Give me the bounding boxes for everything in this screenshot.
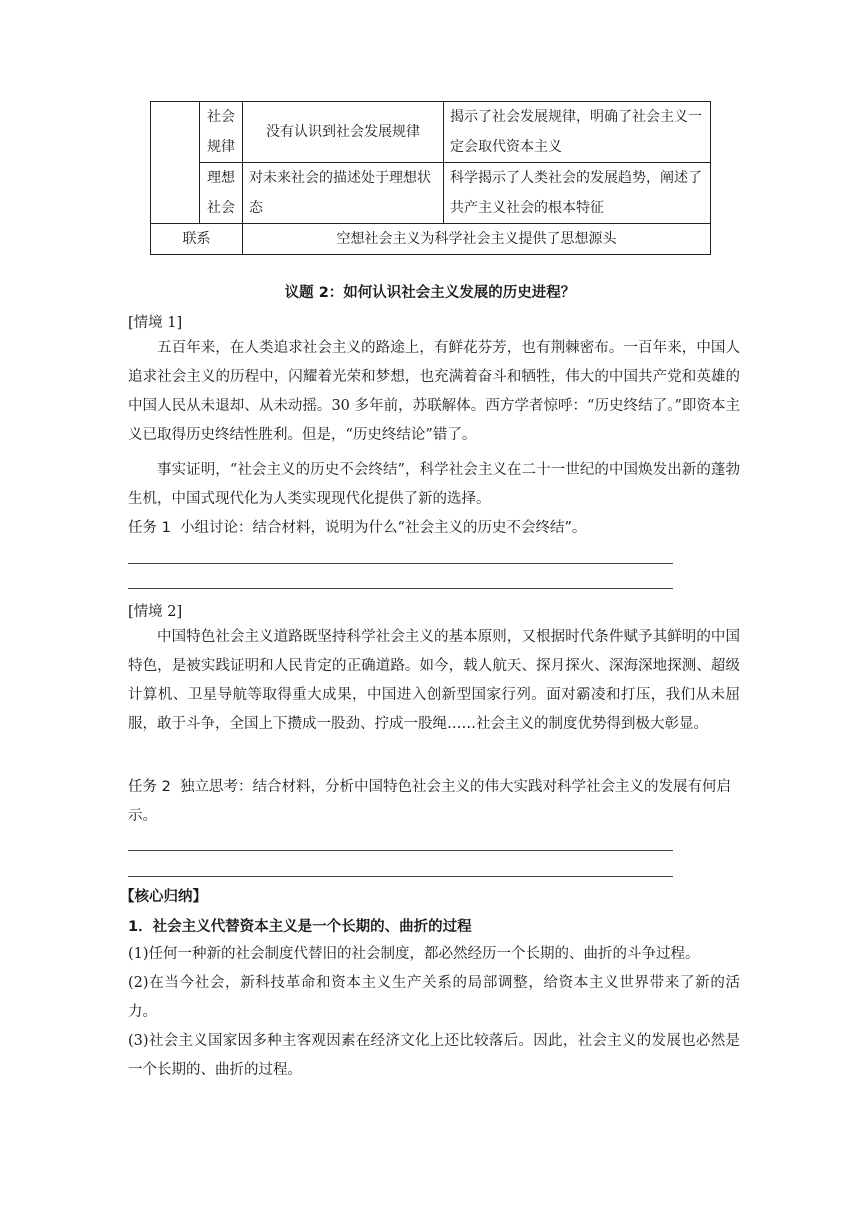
task-text: 小组讨论：结合材料，说明为什么“社会主义的历史不会终结”。: [180, 520, 587, 536]
comparison-table: [150, 101, 711, 255]
table-category-cell: [151, 102, 200, 224]
topic-heading: 议题 2：如何认识社会主义发展的历史进程？: [284, 285, 576, 301]
aspect-cell: [200, 102, 243, 163]
aspect-label-line: 规律: [207, 139, 235, 155]
aspect-label-line: 社会: [207, 109, 235, 125]
task-2: [128, 773, 740, 831]
scientific-cell: 科学揭示了人类社会的发展趋势，阐述了共产主义社会的根本特征: [444, 163, 711, 224]
scenario-2-label: [情境 2]: [128, 604, 183, 620]
task-text: 独立思考：结合材料，分析中国特色社会主义的伟大实践对科学社会主义的发展有何启示。: [128, 779, 732, 824]
utopian-cell: 对未来社会的描述处于理想状态: [243, 163, 444, 224]
answer-line[interactable]: [128, 563, 673, 564]
summary-point: (3)社会主义国家因多种主客观因素在经济文化上还比较落后。因此，社会主义的发展也必然是一个长期的、曲折的过程。: [128, 1033, 740, 1078]
core-summary-title: 【核心归纳】: [120, 889, 207, 905]
summary-point: (1)任何一种新的社会制度代替旧的社会制度，都必然经历一个长期的、曲折的斗争过程。: [128, 946, 700, 962]
aspect-label-line: 社会: [207, 200, 235, 216]
relation-text: 空想社会主义为科学社会主义提供了思想源头: [243, 224, 711, 255]
task-number: 任务 2: [128, 779, 171, 795]
table-row: [151, 102, 711, 163]
answer-line[interactable]: [128, 850, 673, 851]
task-number: 任务 1: [128, 520, 171, 536]
utopian-cell: 没有认识到社会发展规律: [243, 102, 444, 163]
table-row: [151, 224, 711, 255]
scenario-1-label: [情境 1]: [128, 315, 183, 331]
scenario-1-paragraph-2: 事实证明，“社会主义的历史不会终结”，科学社会主义在二十一世纪的中国焕发出新的蓬勃生机，中国式现代化为人类实现现代化提供了新的选择。: [128, 462, 740, 507]
relation-label: 联系: [151, 224, 243, 255]
summary-point: (2)在当今社会，新科技革命和资本主义生产关系的局部调整，给资本主义世界带来了新的活力。: [128, 975, 740, 1020]
aspect-cell: [200, 163, 243, 224]
scenario-2-paragraph: 中国特色社会主义道路既坚持科学社会主义的基本原则，又根据时代条件赋予其鲜明的中国特色，是被实践证明和人民肯定的正确道路。如今，载人航天、探月探火、深海深地探测、超级计算机、卫星导航等取得重大成果，中国进入创新型国家行列。面对霸凌和打压，我们从未屈服，敢于斗争，全国上下攒成一股劲、拧成一股绳……社会主义的制度优势得到极大彰显。: [128, 629, 740, 732]
core-summary-heading: 1．社会主义代替资本主义是一个长期的、曲折的过程: [128, 919, 472, 935]
table-row: [151, 163, 711, 224]
task-1: [128, 514, 740, 543]
scenario-1-paragraph: 五百年来，在人类追求社会主义的路途上，有鲜花芬芳，也有荆棘密布。一百年来，中国人追求社会主义的历程中，闪耀着光荣和梦想，也充满着奋斗和牺牲，伟大的中国共产党和英雄的中国人民从未退却、从未动摇。30 多年前，苏联解体。西方学者惊呼：“历史终结了。”即资本主义已取得历史终结性胜利。但是，“历史终结论”错了。: [128, 340, 740, 443]
answer-line[interactable]: [128, 876, 673, 877]
scientific-cell: 揭示了社会发展规律，明确了社会主义一定会取代资本主义: [444, 102, 711, 163]
answer-line[interactable]: [128, 588, 673, 589]
aspect-label-line: 理想: [207, 170, 235, 186]
